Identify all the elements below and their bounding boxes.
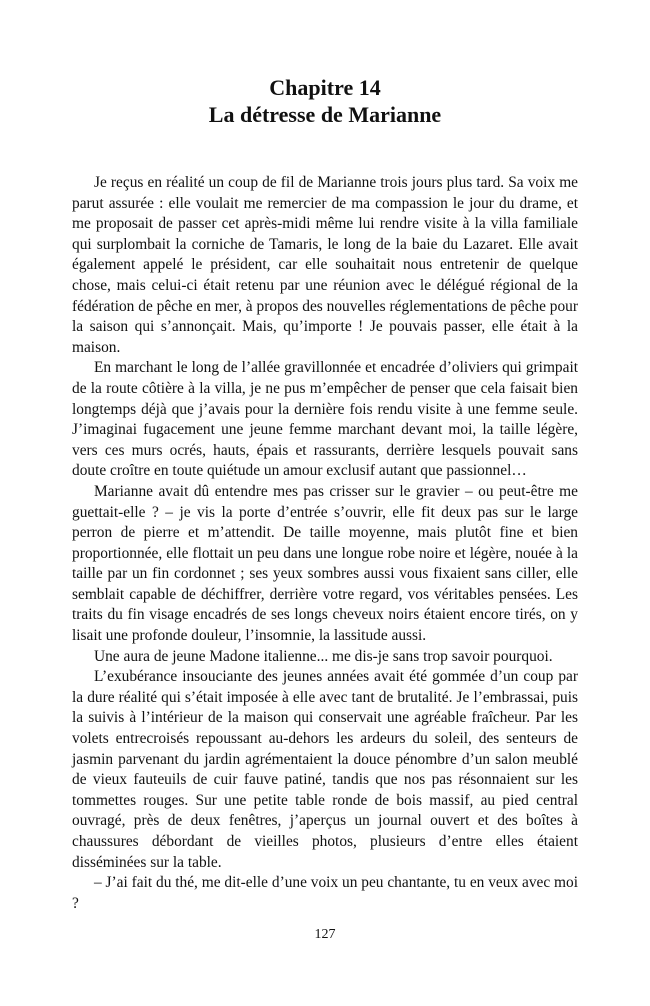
paragraph: L’exubérance insouciante des jeunes années avait été gommée d’un coup par la dure réalité qui s’était imposée à elle avec tant de brutalité. Je l’embrassai, puis la suivis à l’intérieur de la maison qui conservait une agréable fraîcheur. Par les volets entrecroisés repoussant au-dehors les ardeurs du soleil, des senteurs de jasmin parvenant du jardin agrémentaient la douce pénombre d’un salon meublé de vieux fauteuils de cuir fauve patiné, tandis que nos pas résonnaient sur les tommettes rouges. Sur une petite table ronde de bois massif, au pied central ouvragé, près de deux fenêtres, j’aperçus un journal ouvert et des boîtes à chaussures débordant de vieilles photos, plusieurs d’entre elles étaient disséminées sur la table. [72,668,578,871]
paragraph: Une aura de jeune Madone italienne... me dis-je sans trop savoir pourquoi. [94,647,553,665]
page-number: 127 [314,927,336,942]
paragraph: Marianne avait dû entendre mes pas crisser sur le gravier – ou peut-être me guettait-elle ? – je vis la porte d’entrée s’ouvrir, elle fit deux pas sur le large perron de pierre et m’attendit. De taille moyenne, mais plutôt fine et bien proportionnée, elle flottait un peu dans une longue robe noire et légère, nouée à la taille par un fin cordonnet ; ses yeux sombres aussi vous fixaient sans ciller, elle semblait capable de déchiffrer, derrière votre regard, vos véritables pensées. Les traits du fin visage encadrés de ses longs cheveux noirs étaient encore tirés, on y lisait une profonde douleur, l’insomnie, la lassitude aussi. [72,482,578,645]
paragraph: En marchant le long de l’allée gravillonnée et encadrée d’oliviers qui grimpait de la route côtière à la villa, je ne pus m’empêcher de penser que cela faisait bien longtemps déjà que j’avais pour la dernière fois rendu visite à une femme seule. J’imaginai fugacement une jeune femme marchant devant moi, la taille légère, vers ces murs ocrés, hauts, épais et rassurants, derrière lesquels pouvait sans doute croître en toute quiétude un amour exclusif autant que passionnel… [72,359,578,480]
chapter-title: La détresse de Marianne [208,102,442,127]
chapter-body [72,173,578,914]
chapter-heading [0,74,650,128]
paragraph: – J’ai fait du thé, me dit-elle d’une voix un peu chantante, tu en veux avec moi ? [72,874,578,912]
chapter-number: Chapitre 14 [269,75,381,100]
paragraph: Je reçus en réalité un coup de fil de Marianne trois jours plus tard. Sa voix me parut assurée : elle voulait me remercier de ma compassion le jour du drame, et me proposait de passer cet après-midi même lui rendre visite à la villa familiale qui surplombait la corniche de Tamaris, le long de la baie du Lazaret. Elle avait également appelé le président, car elle souhaitait nous entretenir de quelque chose, mais celui-ci était retenu par une réunion avec le délégué régional de la fédération de pêche en mer, à propos des nouvelles réglementations de pêche pour la saison qui s’annonçait. Mais, qu’importe ! Je pouvais passer, elle était à la maison. [72,174,578,356]
